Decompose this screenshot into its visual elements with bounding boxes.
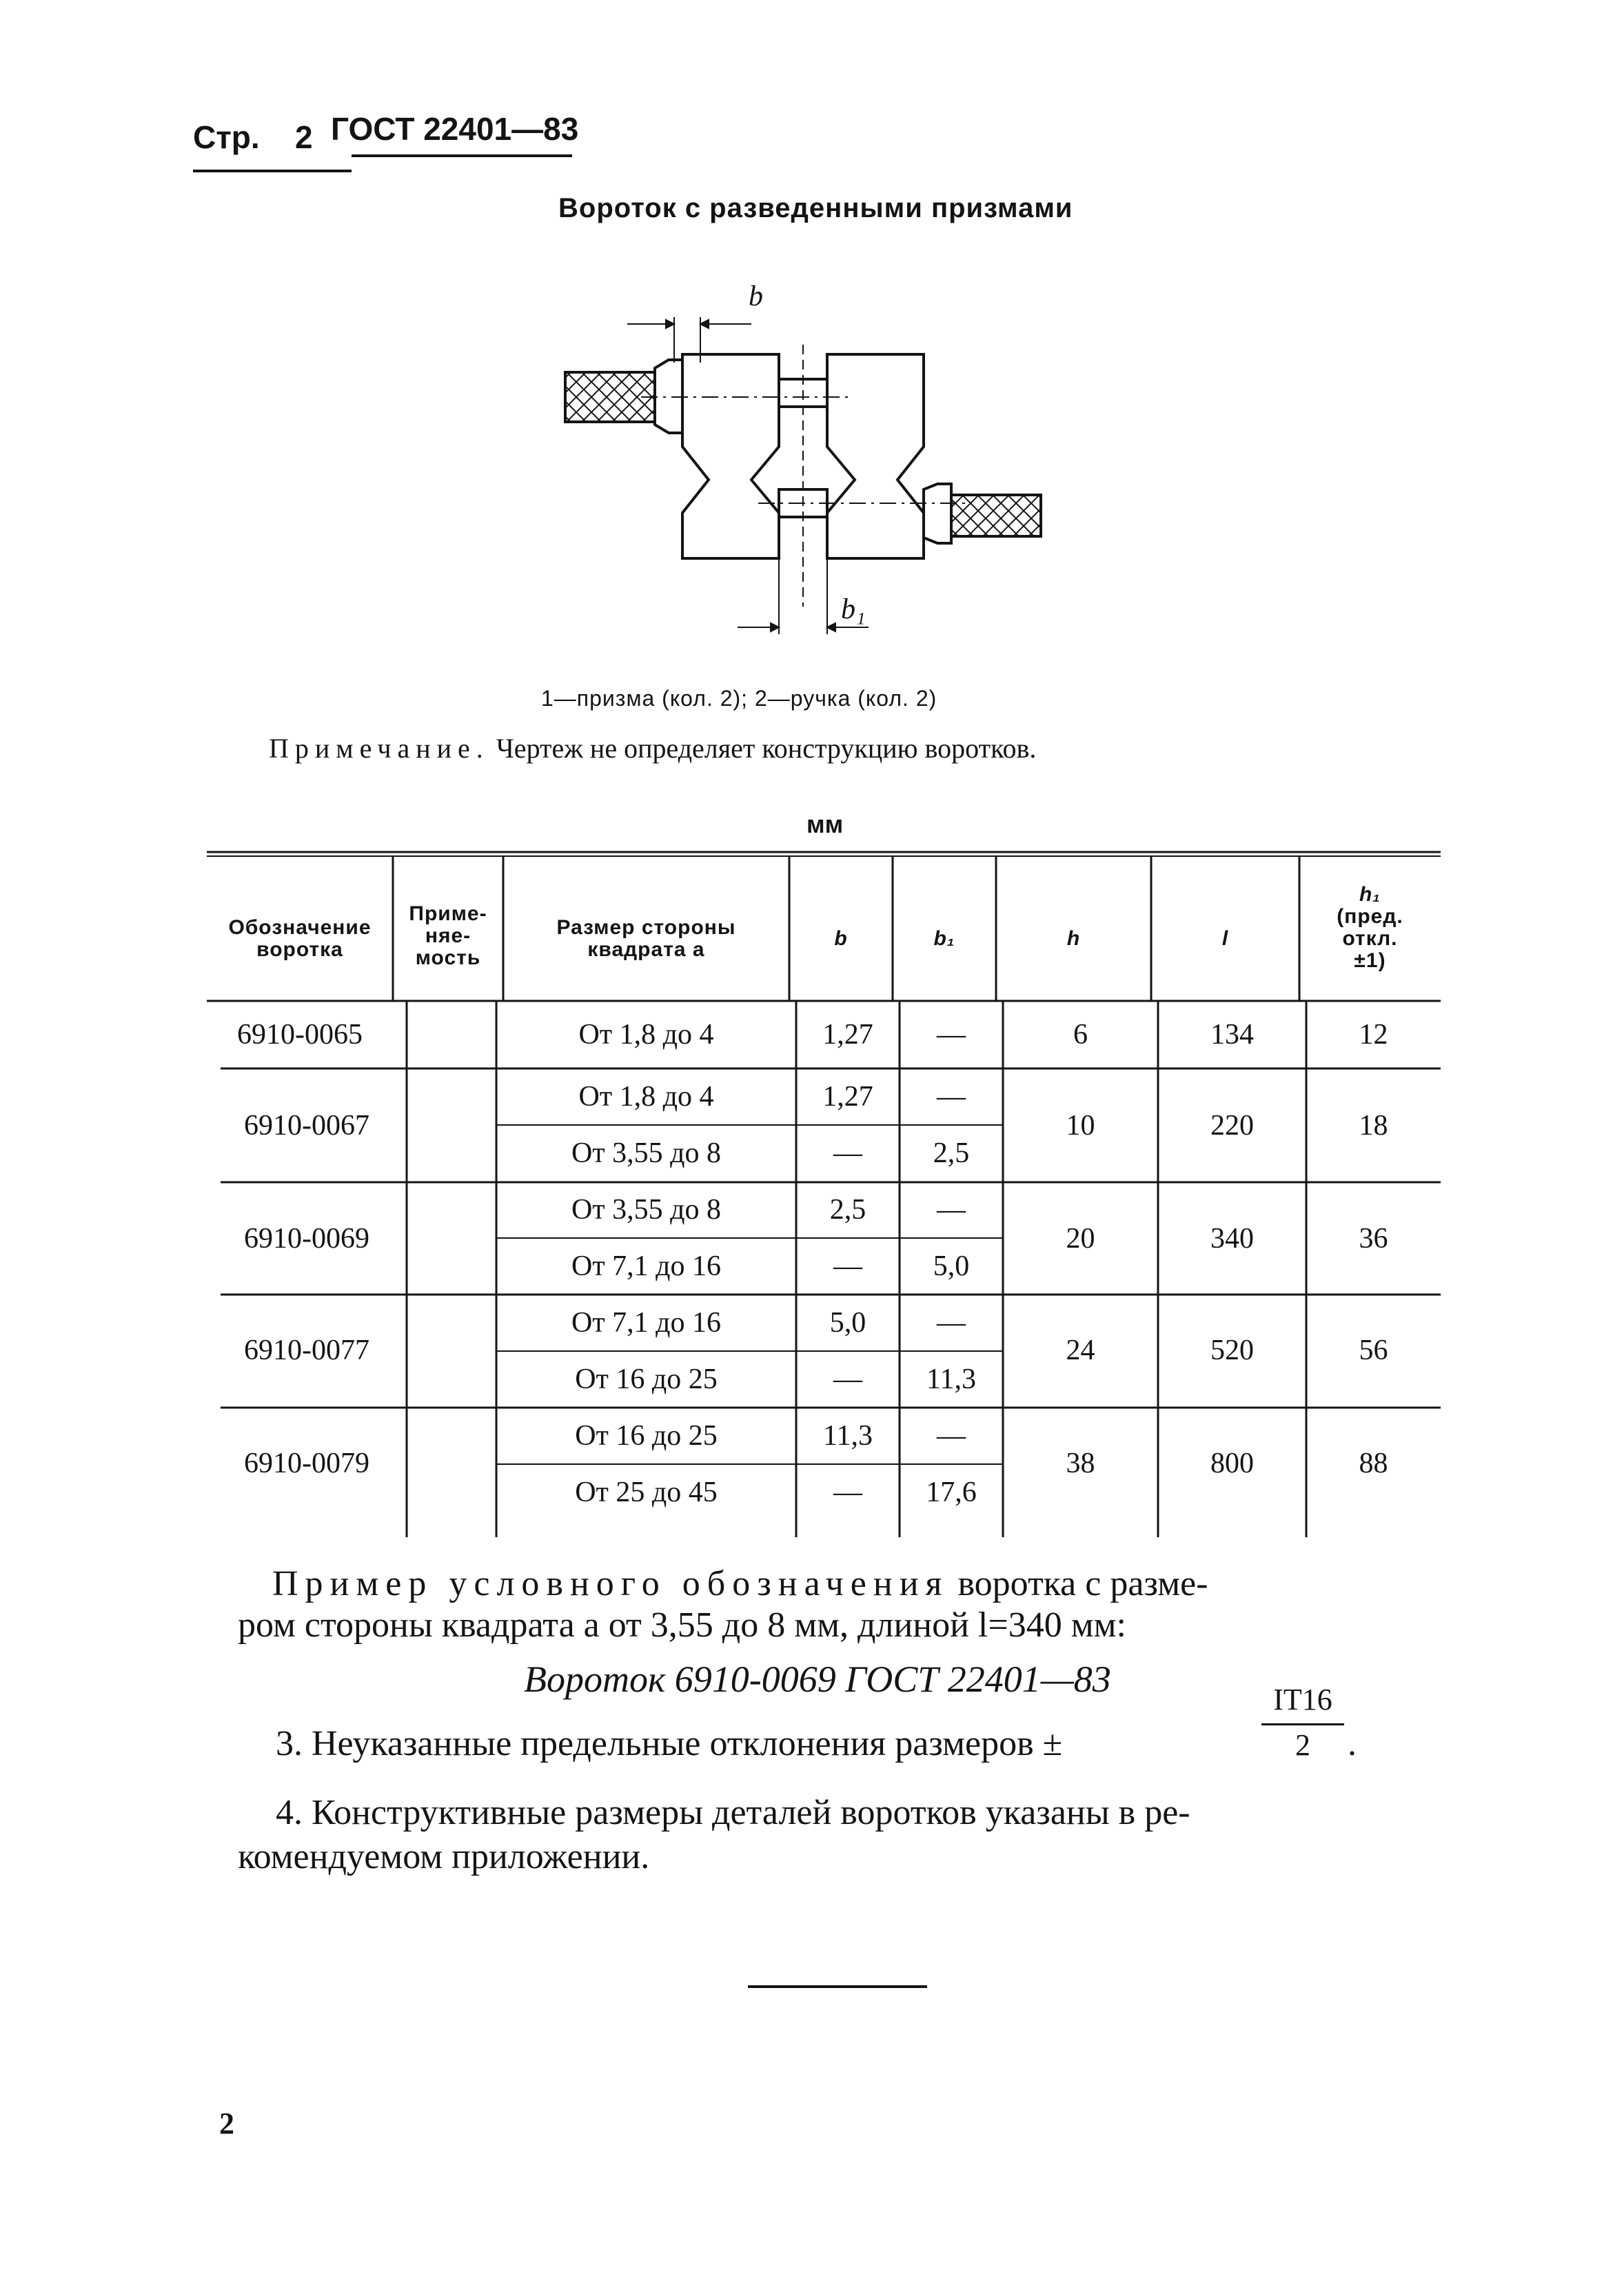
b1-cell: —	[937, 1019, 966, 1051]
b1-cell: —	[937, 1307, 966, 1339]
l-cell: 220	[1210, 1110, 1254, 1142]
b-cell: 1,27	[822, 1019, 873, 1051]
h1-cell: 88	[1359, 1448, 1388, 1479]
b1-cell: 2,5	[933, 1137, 970, 1169]
figure-caption: 1—призма (кол. 2); 2—ручка (кол. 2)	[541, 686, 937, 711]
item-4-line1: 4. Конструктивные размеры деталей воротков указаны в ре-	[276, 1793, 1190, 1832]
fraction-bar	[1261, 1723, 1344, 1725]
example-line1-rest: воротка с разме-	[957, 1564, 1208, 1603]
designation-6910-0065: 6910-0065	[237, 1019, 363, 1051]
h-cell: 10	[1066, 1110, 1095, 1142]
b1-cell: 17,6	[926, 1477, 977, 1508]
header-b1: b₁	[933, 927, 955, 950]
designation-6910-0069: 6910-0069	[244, 1223, 369, 1255]
b1-cell: —	[937, 1081, 966, 1113]
h1-cell: 36	[1359, 1223, 1388, 1255]
b-cell: 5,0	[829, 1307, 866, 1339]
h-cell: 20	[1066, 1223, 1095, 1255]
h-cell: 6	[1073, 1019, 1088, 1051]
tolerance-fraction	[1261, 1682, 1344, 1772]
fraction-numerator: IT16	[1273, 1683, 1332, 1716]
b-cell: —	[833, 1250, 862, 1282]
header-applicability: Приме- няе- мость	[409, 902, 487, 969]
item-3-end: .	[1348, 1724, 1357, 1763]
size-cell: От 16 до 25	[575, 1420, 718, 1452]
header-square-size: Размер стороны квадрата a	[556, 916, 736, 961]
example-heading	[272, 1563, 1208, 1604]
fraction-denominator: 2	[1295, 1728, 1310, 1762]
example-designation: Вороток 6910-0069 ГОСТ 22401—83	[524, 1659, 1111, 1700]
h-cell: 38	[1066, 1448, 1095, 1479]
designation-6910-0079: 6910-0079	[244, 1448, 369, 1479]
b-cell: —	[833, 1363, 862, 1395]
page-header	[193, 110, 579, 172]
size-cell: От 16 до 25	[575, 1363, 718, 1395]
b1-cell: 11,3	[926, 1363, 976, 1395]
designation-6910-0067: 6910-0067	[244, 1110, 369, 1142]
l-cell: 520	[1210, 1335, 1254, 1366]
h-cell: 24	[1066, 1335, 1095, 1366]
b-cell: 11,3	[823, 1420, 873, 1452]
b-cell: 2,5	[829, 1194, 866, 1226]
header-h: h	[1066, 927, 1081, 950]
designation-6910-0077: 6910-0077	[244, 1335, 369, 1366]
dimensions-table	[207, 841, 1448, 1551]
tap-wrench-drawing	[531, 276, 1055, 662]
header-rule	[193, 170, 352, 172]
l-cell: 340	[1210, 1223, 1254, 1255]
b-cell: 1,27	[822, 1081, 873, 1113]
b1-cell: —	[937, 1420, 966, 1452]
h1-cell: 12	[1359, 1019, 1388, 1051]
unit-label: мм	[806, 810, 844, 838]
page-number-header: 2	[295, 119, 313, 155]
standard-code: ГОСТ 22401—83	[331, 111, 579, 147]
header-designation: Обозначение воротка	[228, 916, 372, 961]
header-l: l	[1221, 927, 1229, 950]
h1-cell: 56	[1359, 1335, 1388, 1366]
end-rule	[748, 1985, 927, 1988]
h1-cell: 18	[1359, 1110, 1388, 1142]
size-cell: От 3,55 до 8	[571, 1137, 722, 1169]
size-cell: От 7,1 до 16	[571, 1250, 722, 1282]
size-cell: От 1,8 до 4	[578, 1081, 714, 1113]
l-cell: 134	[1210, 1019, 1254, 1051]
header-h1: h₁ (пред. откл. ±1)	[1337, 883, 1403, 972]
l-cell: 800	[1210, 1448, 1254, 1479]
example-lead: Пример условного обозначения	[272, 1564, 949, 1603]
page-prefix: Стр.	[193, 119, 260, 155]
header-b: b	[834, 927, 848, 950]
b-cell: —	[833, 1137, 862, 1169]
page-number: 2	[219, 2107, 234, 2140]
size-cell: От 7,1 до 16	[571, 1307, 722, 1339]
b1-cell: —	[937, 1194, 966, 1226]
item-3: 3. Неуказанные предельные отклонения размеров ±	[276, 1724, 1063, 1763]
dim-b-label: b	[749, 281, 763, 312]
dim-b1-label: b₁	[841, 594, 866, 625]
note	[269, 732, 1036, 764]
figure-title: Вороток с разведенными призмами	[558, 193, 1073, 223]
size-cell: От 3,55 до 8	[571, 1194, 722, 1226]
example-line2: ром стороны квадрата a от 3,55 до 8 мм, длиной l=340 мм:	[238, 1605, 1126, 1645]
b1-cell: 5,0	[933, 1250, 970, 1282]
item-4-line2: комендуемом приложении.	[238, 1837, 650, 1876]
size-cell: От 25 до 45	[575, 1477, 718, 1508]
header-rule-right	[352, 154, 572, 157]
b-cell: —	[833, 1477, 862, 1508]
size-cell: От 1,8 до 4	[578, 1019, 714, 1051]
note-text: Чертеж не определяет конструкцию воротков.	[496, 733, 1037, 764]
note-label: Примечание.	[269, 733, 489, 764]
